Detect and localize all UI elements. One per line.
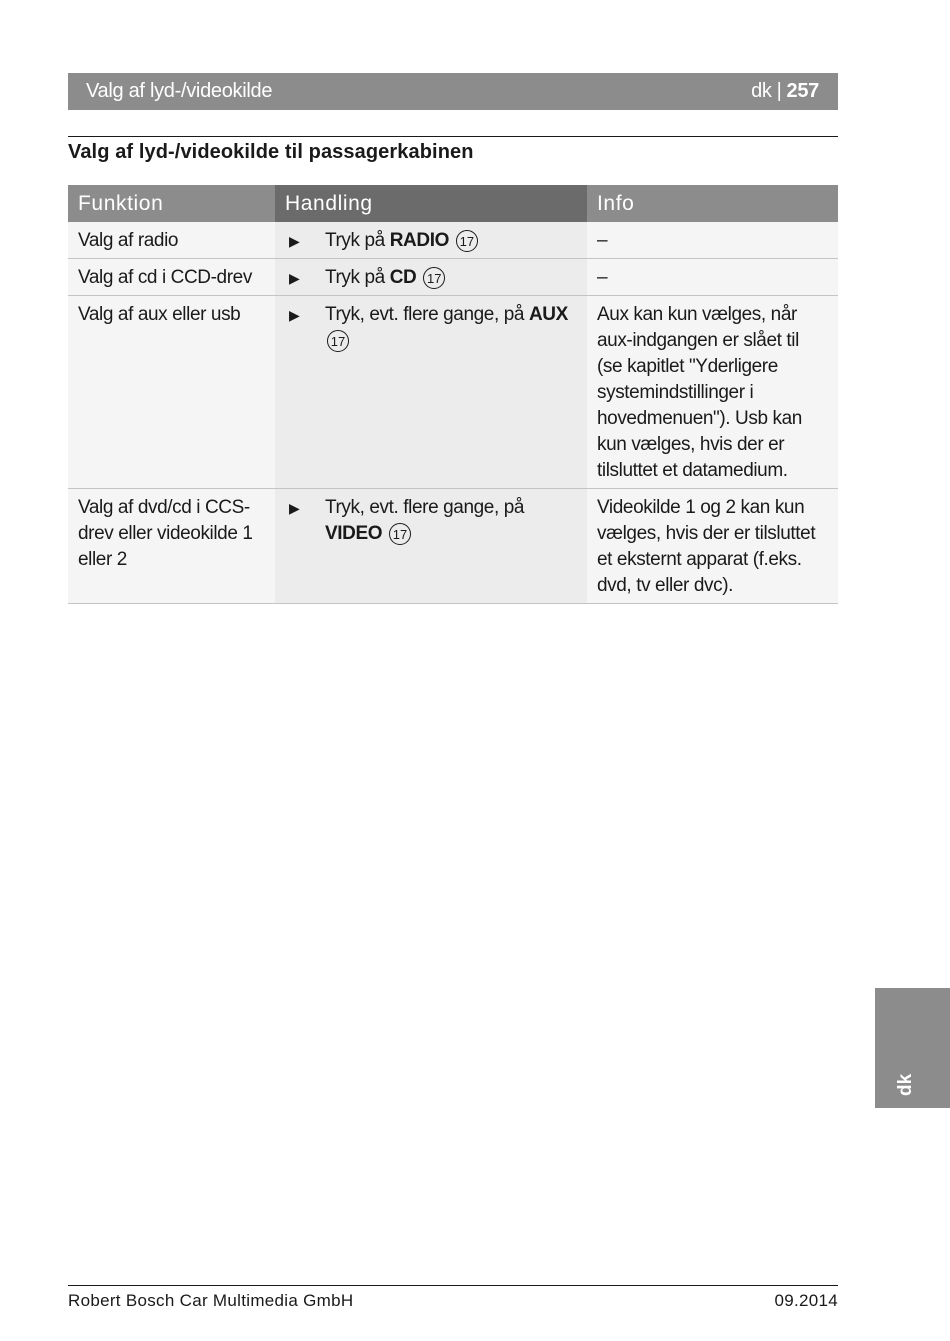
header-separator: | bbox=[776, 80, 782, 102]
table-header-row bbox=[68, 185, 838, 222]
triangle-right-icon: ▶ bbox=[289, 500, 300, 516]
bottom-divider bbox=[68, 1285, 838, 1286]
action-cell bbox=[275, 222, 587, 259]
button-name: VIDEO bbox=[325, 523, 383, 544]
footer-date: 09.2014 bbox=[774, 1291, 838, 1310]
button-name: RADIO bbox=[389, 230, 449, 251]
header-section-title: Valg af lyd-/videokilde bbox=[86, 80, 273, 102]
action-cell bbox=[275, 296, 587, 489]
reference-number-badge: 17 bbox=[423, 267, 445, 289]
function-table bbox=[68, 185, 838, 604]
footer-company: Robert Bosch Car Multimedia GmbH bbox=[68, 1291, 354, 1310]
action-cell bbox=[275, 489, 587, 604]
action-text: Tryk på CD 17 bbox=[325, 265, 445, 291]
table-row bbox=[68, 296, 838, 489]
side-tab-label: dk bbox=[895, 1073, 916, 1096]
info-cell: – bbox=[587, 222, 838, 259]
triangle-right-icon: ▶ bbox=[289, 307, 300, 323]
triangle-right-icon: ▶ bbox=[289, 270, 300, 286]
column-header-function: Funktion bbox=[68, 185, 275, 222]
table-row bbox=[68, 259, 838, 296]
action-cell bbox=[275, 259, 587, 296]
function-cell: Valg af radio bbox=[68, 222, 275, 259]
header-page-info bbox=[751, 80, 819, 103]
table-row bbox=[68, 222, 838, 259]
function-cell: Valg af cd i CCD-drev bbox=[68, 259, 275, 296]
triangle-right-icon: ▶ bbox=[289, 233, 300, 249]
section-title: Valg af lyd-/videokilde til passagerkabinen bbox=[68, 141, 474, 163]
reference-number-badge: 17 bbox=[389, 523, 411, 545]
table-row bbox=[68, 489, 838, 604]
action-text: Tryk, evt. flere gange, på AUX 17 bbox=[325, 302, 577, 354]
action-text: Tryk på RADIO 17 bbox=[325, 228, 478, 254]
info-cell: Videokilde 1 og 2 kan kun vælges, hvis der er tilsluttet et eksternt apparat (f.eks. dvd, tv eller dvc). bbox=[587, 489, 838, 604]
reference-number-badge: 17 bbox=[456, 230, 478, 252]
info-cell: Aux kan kun vælges, når aux-indgangen er slået til (se kapitlet "Yderligere systemindstillinger i hovedmenuen"). Usb kan kun vælges, hvis der er tilsluttet et datamedium. bbox=[587, 296, 838, 489]
page-number: 257 bbox=[786, 80, 819, 102]
column-header-info: Info bbox=[587, 185, 838, 222]
button-name: CD bbox=[389, 267, 417, 288]
action-text: Tryk, evt. flere gange, på VIDEO 17 bbox=[325, 497, 525, 544]
function-cell: Valg af aux eller usb bbox=[68, 296, 275, 489]
header-language: dk bbox=[751, 80, 772, 102]
language-side-tab bbox=[875, 988, 950, 1108]
button-name: AUX bbox=[528, 304, 568, 325]
info-cell: – bbox=[587, 259, 838, 296]
top-divider bbox=[68, 136, 838, 137]
running-header bbox=[68, 73, 838, 110]
column-header-action: Handling bbox=[275, 185, 587, 222]
reference-number-badge: 17 bbox=[327, 330, 349, 352]
function-cell: Valg af dvd/cd i CCS-drev eller videokilde 1 eller 2 bbox=[68, 489, 275, 604]
